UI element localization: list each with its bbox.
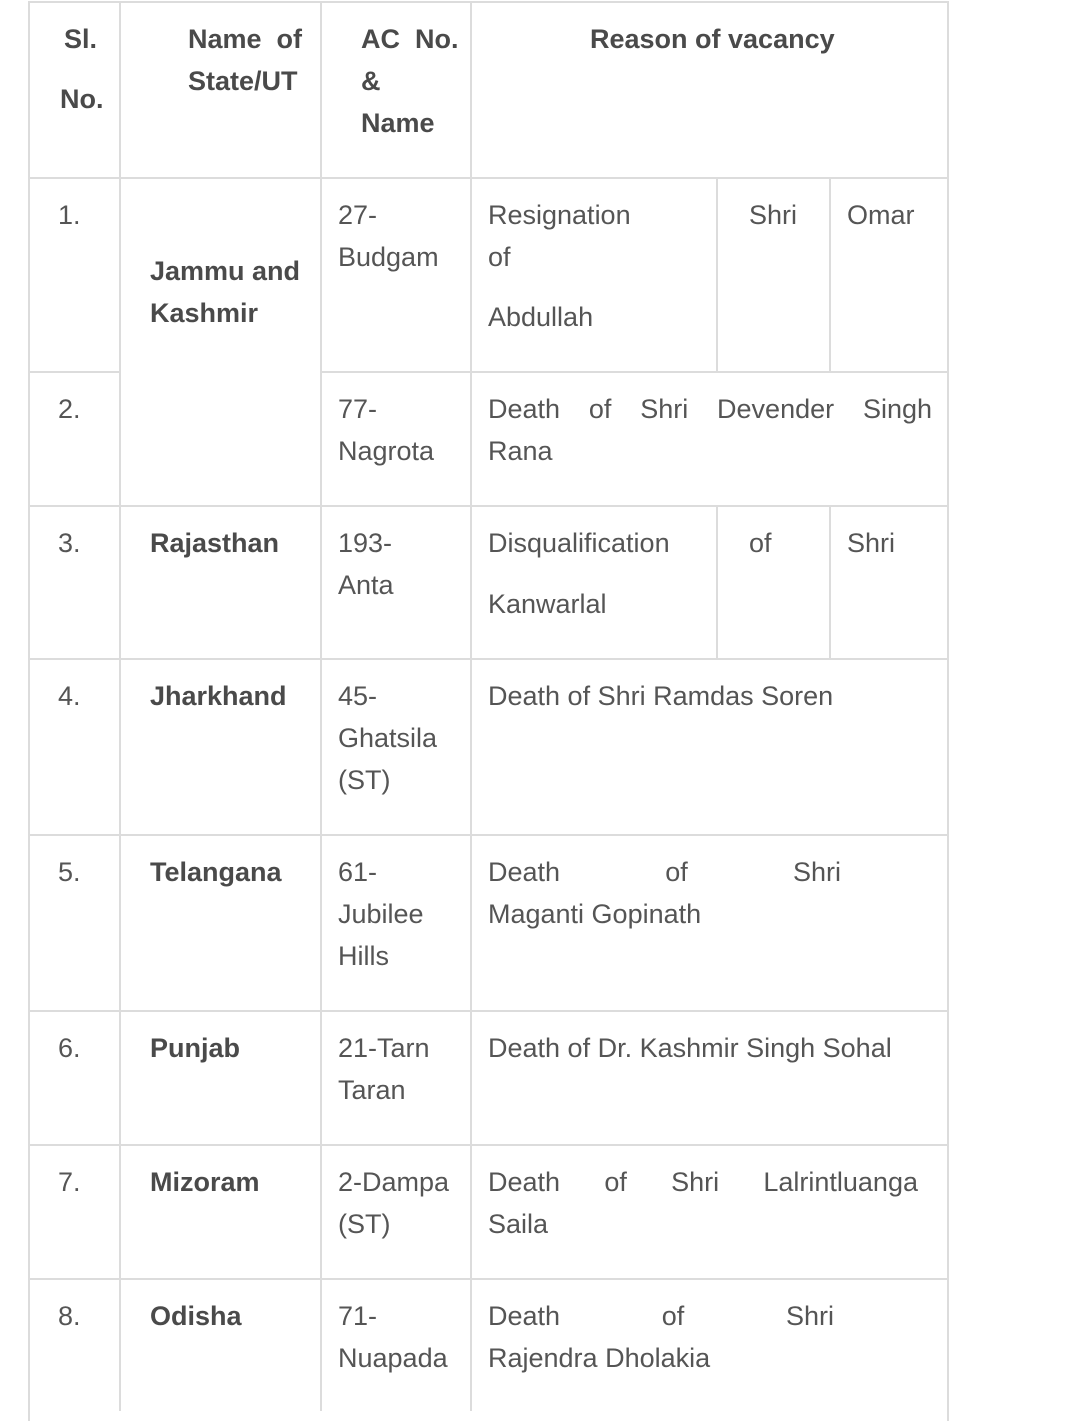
row-sl-no: 1. [58,200,81,230]
row-ac: 45- [338,681,378,711]
column-divider [716,506,718,660]
header-ac: Name [361,108,435,138]
reason-word: Shri [671,1167,720,1197]
row-reason: Death of Shri Ramdas Soren [488,681,834,711]
reason-word: Death [488,394,561,424]
row-reason: Disqualification [488,528,670,558]
row-ac: 61- [338,857,378,887]
row-reason: of [488,242,511,272]
row-reason: Saila [488,1209,549,1239]
row-divider [28,177,949,179]
row-ac: Budgam [338,242,439,272]
header-state: State/UT [188,66,298,96]
row-reason: Shri [749,200,798,230]
row-ac: Hills [338,941,389,971]
row-reason: Abdullah [488,302,594,332]
reason-word: Lalrintluanga [763,1167,918,1197]
header-state: Name of [188,24,303,54]
row-sl-no: 3. [58,528,81,558]
row-reason [488,388,932,430]
column-divider [829,178,831,373]
row-ac: Anta [338,570,394,600]
row-ac: 2-Dampa [338,1167,450,1197]
reason-word: of [588,394,612,424]
reason-word: Shri [792,857,841,887]
row-divider [320,371,949,373]
header-ac: & [361,66,381,96]
row-state: Rajasthan [150,528,280,558]
reason-word: of [665,857,688,887]
reason-word: Shri [785,1301,834,1331]
row-divider [28,1278,949,1280]
row-divider [28,1010,949,1012]
row-divider [28,371,121,373]
header-sl-no: Sl. [64,24,98,54]
row-reason: Rana [488,436,553,466]
header-reason: Reason of vacancy [590,24,835,54]
header-ac: AC No. [361,24,459,54]
column-divider [470,1,472,1411]
row-divider [28,1144,949,1146]
row-ac: (ST) [338,765,391,795]
row-reason: of [749,528,772,558]
row-reason [488,851,841,893]
row-divider [28,834,949,836]
reason-word: Devender [717,394,835,424]
row-reason [488,1295,834,1337]
row-divider [28,505,949,507]
row-state: Jammu and [150,256,301,286]
column-divider [829,506,831,660]
row-reason [488,1161,918,1203]
row-ac: (ST) [338,1209,391,1239]
row-state: Kashmir [150,298,259,328]
column-divider [716,178,718,373]
header-sl-no: No. [60,84,104,114]
reason-word: Death [488,1301,561,1331]
row-ac: Taran [338,1075,406,1105]
row-sl-no: 7. [58,1167,81,1197]
row-state: Odisha [150,1301,242,1331]
row-reason: Death of Dr. Kashmir Singh Sohal [488,1033,892,1063]
row-ac: 77- [338,394,378,424]
row-sl-no: 6. [58,1033,81,1063]
reason-word: Shri [640,394,689,424]
row-reason: Kanwarlal [488,589,607,619]
row-ac: 27- [338,200,378,230]
row-ac: Ghatsila [338,723,438,753]
row-divider [28,658,949,660]
reason-word: Singh [862,394,932,424]
column-divider [119,1,121,1411]
row-sl-no: 8. [58,1301,81,1331]
row-state: Punjab [150,1033,241,1063]
row-reason: Resignation [488,200,631,230]
row-ac: Nuapada [338,1343,448,1373]
row-state: Mizoram [150,1167,260,1197]
row-reason: Rajendra Dholakia [488,1343,711,1373]
row-sl-no: 5. [58,857,81,887]
row-ac: Jubilee [338,899,424,929]
reason-word: of [661,1301,685,1331]
row-ac: 21-Tarn [338,1033,430,1063]
column-divider [320,1,322,1411]
reason-word: of [604,1167,627,1197]
row-state: Jharkhand [150,681,287,711]
row-state: Telangana [150,857,282,887]
row-reason: Maganti Gopinath [488,899,702,929]
row-reason: Omar [847,200,915,230]
row-ac: 71- [338,1301,378,1331]
reason-word: Death [488,1167,561,1197]
row-ac: 193- [338,528,393,558]
row-sl-no: 4. [58,681,81,711]
row-sl-no: 2. [58,394,81,424]
reason-word: Death [488,857,561,887]
row-ac: Nagrota [338,436,435,466]
row-reason: Shri [847,528,896,558]
